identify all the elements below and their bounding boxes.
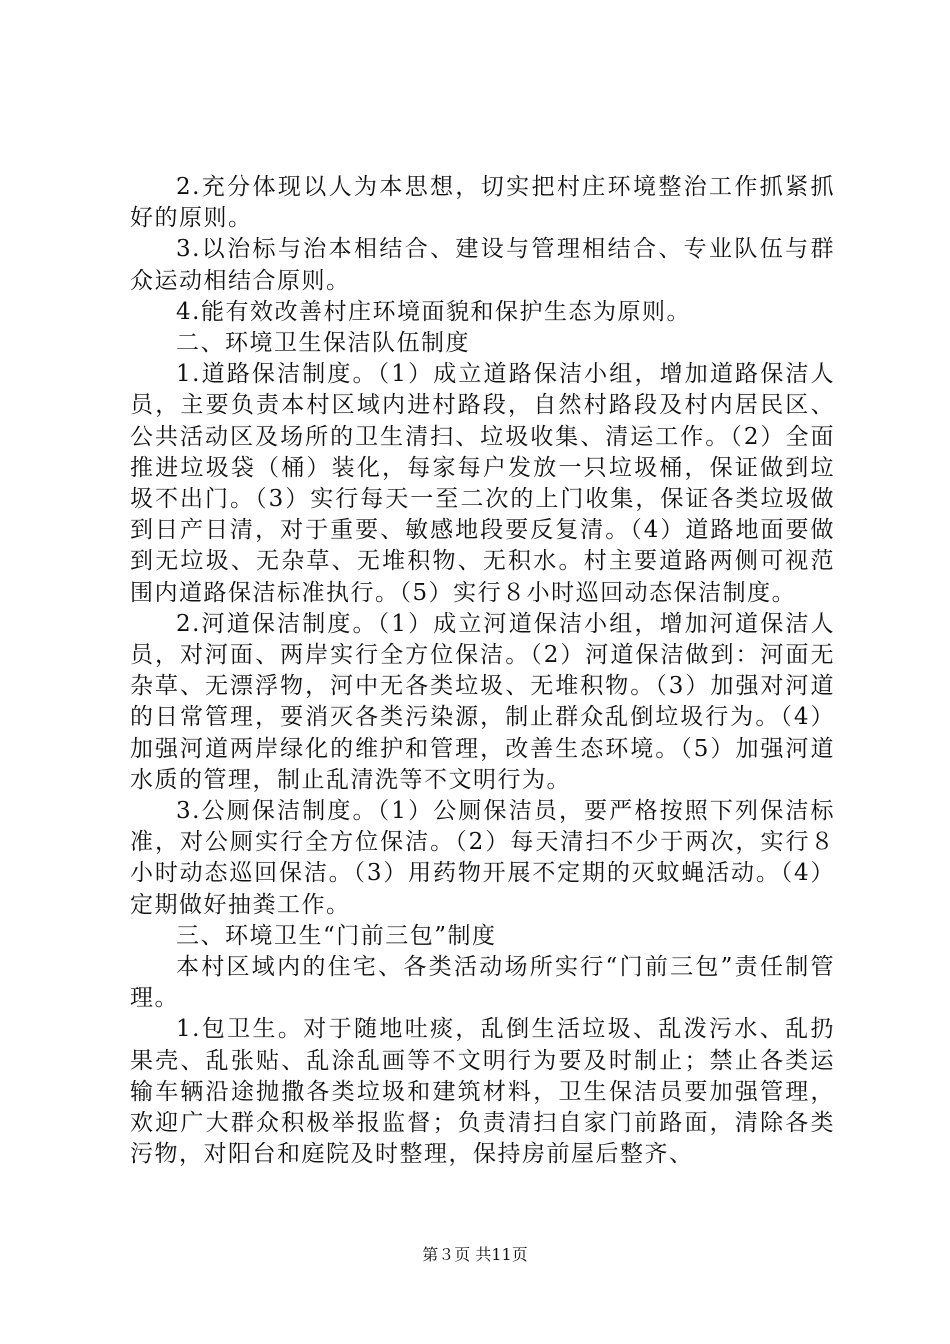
- principle-4-paragraph: 4.能有效改善村庄环境面貌和保护生态为原则。: [176, 298, 691, 325]
- river-cleaning-paragraph: 2.河道保洁制度。（1）成立河道保洁小组，增加河道保洁人员，对河面、两岸实行全方位保洁。（2）河道保洁做到：河面无杂草、无漂浮物，河中无各类垃圾、无堆积物。（3）加强对河道的日常管理，要消灭各类污染源，制止群众乱倒垃圾行为。（4）加强河道两岸绿化的维护和管理，改善生态环境。（5）加强河道水质的管理，制止乱清洗等不文明行为。: [130, 610, 835, 793]
- three-guarantees-intro-paragraph: 本村区域内的住宅、各类活动场所实行“门前三包”责任制管理。: [130, 954, 835, 1012]
- road-cleaning-paragraph: 1.道路保洁制度。（1）成立道路保洁小组，增加道路保洁人员，主要负责本村区域内进村路段，自然村路段及村内居民区、公共活动区及场所的卫生清扫、垃圾收集、清运工作。（2）全面推进垃圾袋（桶）装化，每家每户发放一只垃圾桶，保证做到垃圾不出门。（3）实行每天一至二次的上门收集，保证各类垃圾做到日产日清，对于重要、敏感地段要反复清。（4）道路地面要做到无垃圾、无杂草、无堆积物、无积水。村主要道路两侧可视范围内道路保洁标准执行。（5）实行８小时巡回动态保洁制度。: [130, 361, 835, 606]
- section-2-heading: 二、环境卫生保洁队伍制度: [176, 330, 470, 357]
- toilet-cleaning-paragraph: 3.公厕保洁制度。（1）公厕保洁员，要严格按照下列保洁标准，对公厕实行全方位保洁。（2）每天清扫不少于两次，实行８小时动态巡回保洁。（3）用药物开展不定期的灭蚊蝇活动。（4）定期做好抽粪工作。: [130, 798, 835, 918]
- hygiene-guarantee-paragraph: 1.包卫生。对于随地吐痰，乱倒生活垃圾、乱泼污水、乱扔果壳、乱张贴、乱涂乱画等不文明行为要及时制止；禁止各类运输车辆沿途抛撒各类垃圾和建筑材料，卫生保洁员要加强管理，欢迎广大群众积极举报监督；负责清扫自家门前路面，清除各类污物，对阳台和庭院及时整理，保持房前屋后整齐、: [130, 1016, 835, 1168]
- document-body: [130, 172, 835, 1171]
- section-3-heading: 三、环境卫生“门前三包”制度: [176, 922, 497, 949]
- principle-2-paragraph: 2.充分体现以人为本思想，切实把村庄环境整治工作抓紧抓好的原则。: [130, 174, 835, 232]
- principle-3-paragraph: 3.以治标与治本相结合、建设与管理相结合、专业队伍与群众运动相结合原则。: [130, 236, 835, 294]
- page-number-footer: 第３页 共11页: [422, 1245, 528, 1264]
